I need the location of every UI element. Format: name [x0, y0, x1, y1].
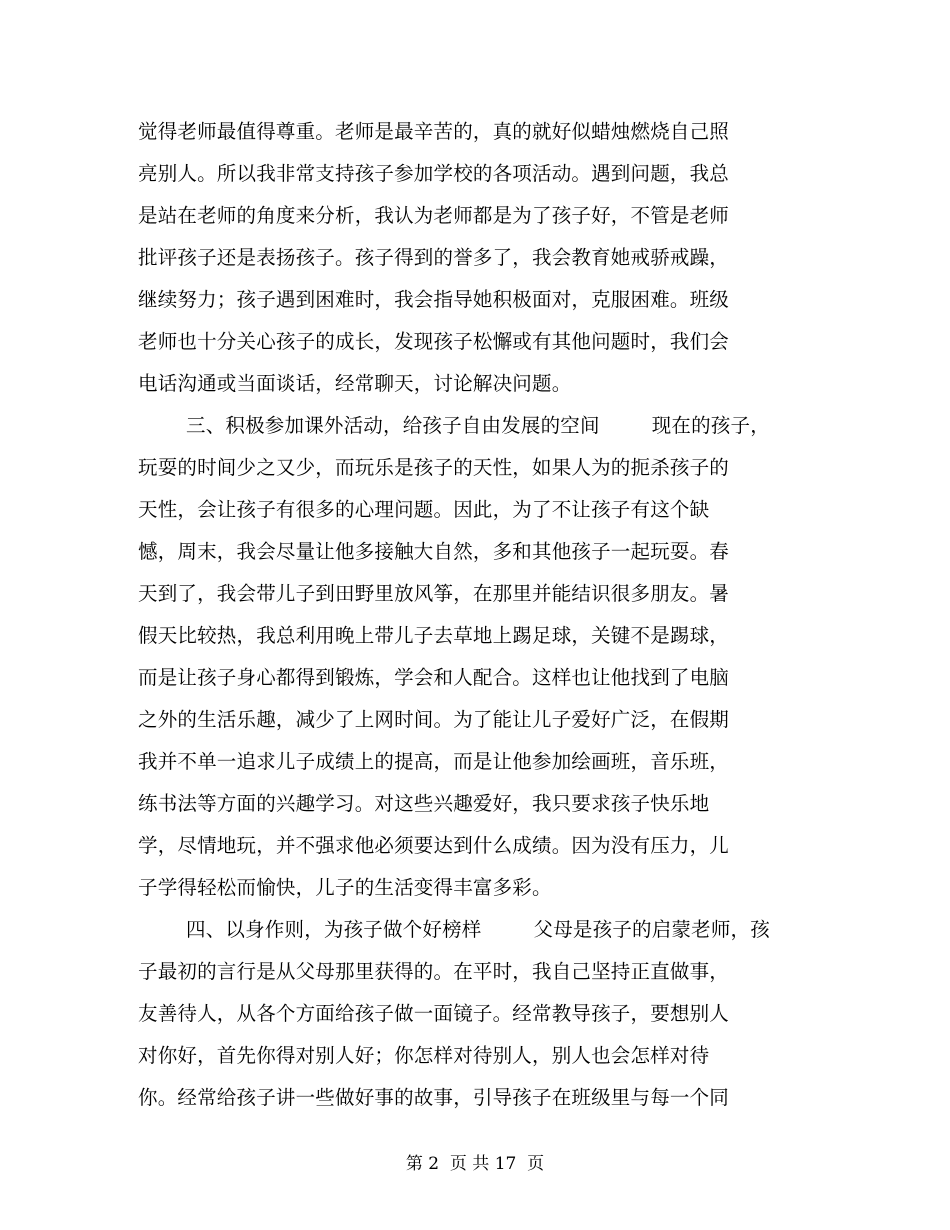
section-3-lead: 现在的孩子，: [651, 414, 770, 437]
text-line: 子最初的言行是从父母那里获得的。在平时，我自己坚持正直做事，: [138, 960, 730, 983]
section-4-lead: 父母是孩子的启蒙老师，孩: [533, 918, 770, 941]
text-line: 老师也十分关心孩子的成长，发现孩子松懈或有其他问题时，我们会: [138, 330, 730, 353]
text-line: 继续努力；孩子遇到困难时，我会指导她积极面对，克服困难。班级: [138, 288, 730, 311]
section-3-heading: 三、积极参加课外活动，给孩子自由发展的空间: [186, 414, 600, 437]
text-line: 憾，周末，我会尽量让他多接触大自然，多和其他孩子一起玩耍。春: [138, 540, 730, 563]
text-line: 之外的生活乐趣，减少了上网时间。为了能让儿子爱好广泛，在假期: [138, 708, 730, 731]
page-footer: 第 2 页 共 17 页: [405, 1154, 545, 1174]
text-line: 批评孩子还是表扬孩子。孩子得到的誉多了，我会教育她戒骄戒躁，: [138, 246, 730, 269]
text-line: 觉得老师最值得尊重。老师是最辛苦的，真的就好似蜡烛燃烧自己照: [138, 120, 730, 143]
text-line: 天到了，我会带儿子到田野里放风筝，在那里并能结识很多朋友。暑: [138, 582, 730, 605]
text-line: 我并不单一追求儿子成绩上的提高，而是让他参加绘画班，音乐班，: [138, 750, 730, 773]
section-4-heading: 四、以身作则，为孩子做个好榜样: [186, 918, 482, 941]
text-line: 玩耍的时间少之又少，而玩乐是孩子的天性，如果人为的扼杀孩子的: [138, 456, 730, 479]
section-heading-line: [138, 909, 798, 951]
text-line: 亮别人。所以我非常支持孩子参加学校的各项活动。遇到问题，我总: [138, 162, 730, 185]
text-line: 假天比较热，我总利用晚上带儿子去草地上踢足球，关键不是踢球，: [138, 624, 730, 647]
document-body: [138, 111, 798, 1119]
text-line: 电话沟通或当面谈话，经常聊天，讨论解决问题。: [138, 372, 572, 395]
text-line: 学，尽情地玩，并不强求他必须要达到什么成绩。因为没有压力，儿: [138, 834, 730, 857]
section-heading-line: [138, 405, 798, 447]
text-line: 练书法等方面的兴趣学习。对这些兴趣爱好，我只要求孩子快乐地: [138, 792, 710, 815]
text-line: 是站在老师的角度来分析，我认为老师都是为了孩子好，不管是老师: [138, 204, 730, 227]
text-line: 友善待人，从各个方面给孩子做一面镜子。经常教导孩子，要想别人: [138, 1002, 730, 1025]
text-line: 你。经常给孩子讲一些做好事的故事，引导孩子在班级里与每一个同: [138, 1086, 730, 1109]
text-line: 对你好，首先你得对别人好；你怎样对待别人，别人也会怎样对待: [138, 1044, 710, 1067]
text-line: 而是让孩子身心都得到锻炼，学会和人配合。这样也让他找到了电脑: [138, 666, 730, 689]
text-line: 子学得轻松而愉快，儿子的生活变得丰富多彩。: [138, 876, 552, 899]
text-line: 天性，会让孩子有很多的心理问题。因此，为了不让孩子有这个缺: [138, 498, 710, 521]
